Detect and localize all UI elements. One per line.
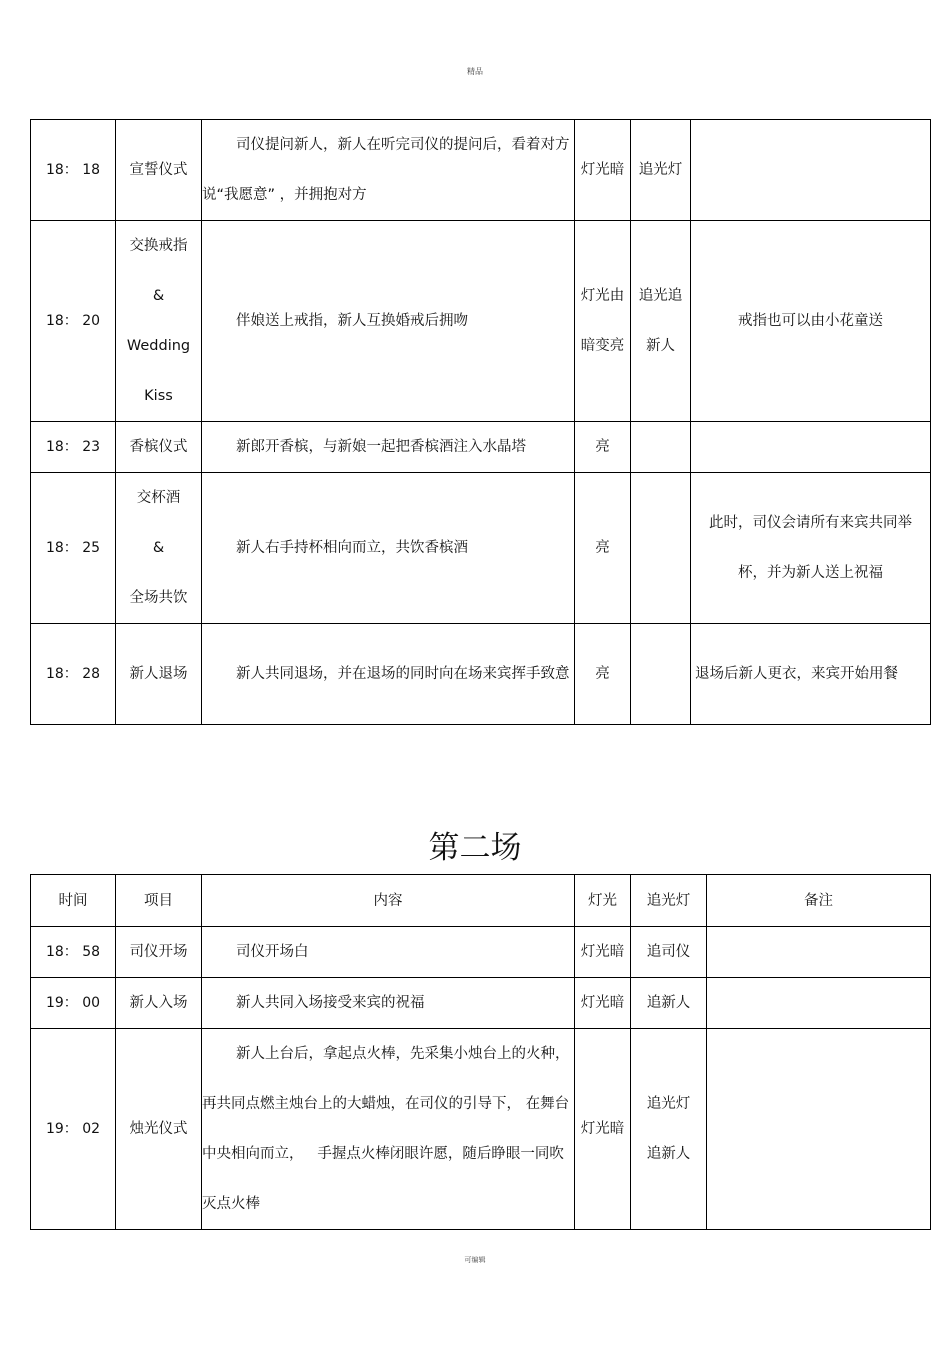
page-header: 精品 — [467, 67, 483, 76]
note-cell — [691, 120, 931, 221]
spot-cell: 追新人 — [631, 978, 707, 1029]
time-cell: 18： 23 — [31, 422, 116, 473]
item-cell: 香槟仪式 — [116, 422, 202, 473]
spot-cell — [631, 624, 691, 725]
note-cell — [707, 1029, 931, 1230]
light-cell: 灯光暗 — [575, 1029, 631, 1230]
table-row — [31, 624, 931, 725]
table-row — [31, 1029, 931, 1230]
header-spot: 追光灯 — [631, 875, 707, 927]
light-cell: 亮 — [575, 473, 631, 624]
table-header-row — [31, 875, 931, 927]
light-cell: 灯光由 暗变亮 — [575, 221, 631, 422]
spot-cell: 追光追 新人 — [631, 221, 691, 422]
spot-cell: 追光灯 追新人 — [631, 1029, 707, 1230]
spot-cell: 追光灯 — [631, 120, 691, 221]
time-cell: 18： 58 — [31, 927, 116, 978]
content-cell: 伴娘送上戒指，新人互换婚戒后拥吻 — [202, 221, 575, 422]
item-cell: 司仪开场 — [116, 927, 202, 978]
item-cell: 新人入场 — [116, 978, 202, 1029]
light-cell: 灯光暗 — [575, 120, 631, 221]
light-cell: 灯光暗 — [575, 927, 631, 978]
table-row — [31, 221, 931, 422]
page-footer: 可编辑 — [464, 1256, 486, 1264]
header-content: 内容 — [202, 875, 575, 927]
note-cell: 退场后新人更衣，来宾开始用餐 — [691, 624, 931, 725]
spot-cell — [631, 473, 691, 624]
time-cell: 18： 25 — [31, 473, 116, 624]
time-cell: 18： 20 — [31, 221, 116, 422]
schedule-table-2 — [30, 874, 931, 1230]
time-cell: 19： 00 — [31, 978, 116, 1029]
item-cell: 宣誓仪式 — [116, 120, 202, 221]
content-cell: 新人上台后，拿起点火棒，先采集小烛台上的火种，再共同点燃主烛台上的大蜡烛，在司仪的引导下， 在舞台中央相向而立， 手握点火棒闭眼许愿，随后睁眼一同吹灭点火棒 — [202, 1029, 575, 1230]
time-cell: 18： 18 — [31, 120, 116, 221]
note-cell — [707, 927, 931, 978]
note-cell — [691, 422, 931, 473]
content-cell: 司仪开场白 — [202, 927, 575, 978]
content-cell: 新人右手持杯相向而立，共饮香槟酒 — [202, 473, 575, 624]
header-note: 备注 — [707, 875, 931, 927]
time-cell: 18： 28 — [31, 624, 116, 725]
light-cell: 亮 — [575, 422, 631, 473]
light-cell: 亮 — [575, 624, 631, 725]
content-cell: 新人共同入场接受来宾的祝福 — [202, 978, 575, 1029]
table-row — [31, 473, 931, 624]
item-cell: 新人退场 — [116, 624, 202, 725]
section-title: 第二场 — [428, 830, 522, 866]
table-row — [31, 978, 931, 1029]
item-cell: 烛光仪式 — [116, 1029, 202, 1230]
table-row — [31, 120, 931, 221]
table-row — [31, 422, 931, 473]
item-cell: 交杯酒 & 全场共饮 — [116, 473, 202, 624]
header-item: 项目 — [116, 875, 202, 927]
spot-cell: 追司仪 — [631, 927, 707, 978]
content-cell: 司仪提问新人，新人在听完司仪的提问后，看着对方说“我愿意” ，并拥抱对方 — [202, 120, 575, 221]
table-row — [31, 927, 931, 978]
light-cell: 灯光暗 — [575, 978, 631, 1029]
content-cell: 新郎开香槟，与新娘一起把香槟酒注入水晶塔 — [202, 422, 575, 473]
schedule-table-1 — [30, 119, 931, 725]
item-cell: 交换戒指 & Wedding Kiss — [116, 221, 202, 422]
time-cell: 19： 02 — [31, 1029, 116, 1230]
header-time: 时间 — [31, 875, 116, 927]
content-cell: 新人共同退场，并在退场的同时向在场来宾挥手致意 — [202, 624, 575, 725]
note-cell: 戒指也可以由小花童送 — [691, 221, 931, 422]
spot-cell — [631, 422, 691, 473]
header-light: 灯光 — [575, 875, 631, 927]
note-cell — [707, 978, 931, 1029]
note-cell: 此时，司仪会请所有来宾共同举杯，并为新人送上祝福 — [691, 473, 931, 624]
